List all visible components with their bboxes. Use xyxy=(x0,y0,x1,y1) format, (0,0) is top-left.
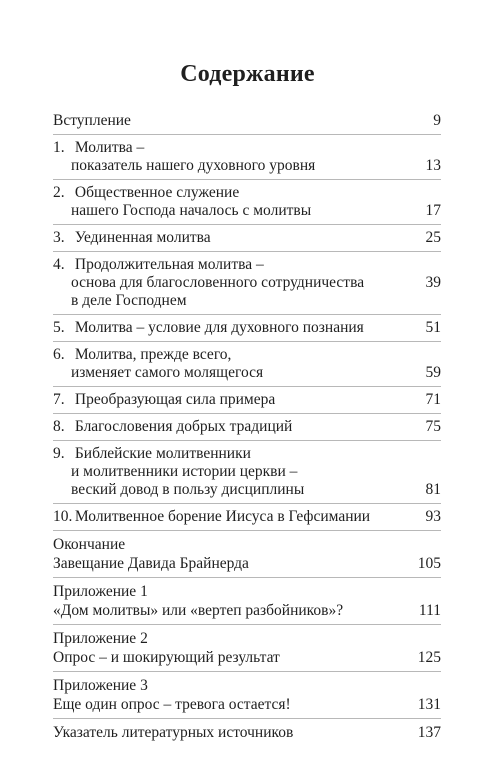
toc-divider xyxy=(53,624,441,625)
toc-entry-label: Вступление xyxy=(53,112,131,129)
table-of-contents xyxy=(53,111,441,746)
toc-divider xyxy=(53,251,441,252)
toc-divider xyxy=(53,134,441,135)
toc-entry-line: Молитва, прежде всего, xyxy=(74,346,232,363)
toc-entry-line: веский довод в пользу дисциплины xyxy=(71,481,305,498)
toc-divider xyxy=(53,530,441,531)
toc-page-number: 59 xyxy=(425,364,441,381)
toc-entry-appendix-2 xyxy=(53,629,441,667)
toc-entry-line: и молитвенники истории церкви – xyxy=(71,463,298,480)
toc-entry-line: Приложение 2 xyxy=(53,630,148,647)
toc-entry-appendix-3 xyxy=(53,676,441,714)
toc-page-number: 39 xyxy=(425,274,441,291)
toc-entry-ending xyxy=(53,535,441,573)
toc-entry-line: нашего Господа началось с молитвы xyxy=(71,202,312,219)
toc-divider xyxy=(53,224,441,225)
page-title: Содержание xyxy=(180,61,315,87)
toc-entry-number: 9. xyxy=(53,445,65,462)
toc-page-number: 131 xyxy=(417,696,441,713)
toc-entry-number: 3. xyxy=(53,229,65,246)
toc-entry-9 xyxy=(53,445,441,499)
toc-entry-line: Приложение 3 xyxy=(53,677,148,694)
toc-entry-4 xyxy=(53,256,441,310)
toc-page-number: 111 xyxy=(418,602,441,619)
toc-entry-2 xyxy=(53,184,441,220)
toc-divider xyxy=(53,671,441,672)
toc-entry-line: Уединенная молитва xyxy=(74,229,211,246)
toc-entry-introduction xyxy=(53,111,441,130)
toc-entry-10 xyxy=(53,508,441,526)
toc-entry-line: Молитвенное борение Иисуса в Гефсимании xyxy=(74,508,371,525)
toc-page-number: 9 xyxy=(433,112,441,129)
toc-entry-appendix-1 xyxy=(53,582,441,620)
toc-entry-number: 2. xyxy=(53,184,65,201)
toc-entry-6 xyxy=(53,346,441,382)
toc-entry-line: показатель нашего духовного уровня xyxy=(71,157,316,174)
toc-page-number: 137 xyxy=(417,724,441,741)
toc-divider xyxy=(53,386,441,387)
toc-page-number: 125 xyxy=(417,649,441,666)
toc-page-number: 25 xyxy=(425,229,441,246)
toc-entry-number: 5. xyxy=(53,319,65,336)
toc-entry-number: 8. xyxy=(53,418,65,435)
toc-entry-8 xyxy=(53,418,441,436)
toc-entry-line: Молитва – условие для духовного познания xyxy=(74,319,364,336)
toc-divider xyxy=(53,179,441,180)
toc-entry-index xyxy=(53,723,441,742)
toc-page-number: 51 xyxy=(425,319,441,336)
toc-entry-line: Благословения добрых традиций xyxy=(74,418,293,435)
toc-page-number: 81 xyxy=(425,481,441,498)
toc-entry-line: основа для благословенного сотрудничества xyxy=(71,274,365,291)
toc-entry-line: изменяет самого молящегося xyxy=(71,364,264,381)
toc-entry-line: Указатель литературных источников xyxy=(53,724,294,741)
toc-entry-line: Библейские молитвенники xyxy=(74,445,251,462)
toc-page-number: 93 xyxy=(425,508,441,525)
toc-entry-number: 7. xyxy=(53,391,65,408)
toc-entry-1 xyxy=(53,139,441,175)
toc-divider xyxy=(53,314,441,315)
toc-entry-line: Опрос – и шокирующий результат xyxy=(53,649,280,666)
toc-page-number: 105 xyxy=(417,555,441,572)
toc-page-number: 13 xyxy=(425,157,441,174)
toc-entry-number: 10. xyxy=(53,508,73,525)
toc-entry-line: Еще один опрос – тревога остается! xyxy=(53,696,291,713)
toc-divider xyxy=(53,503,441,504)
toc-entry-line: Окончание xyxy=(53,536,126,553)
toc-entry-line: в деле Господнем xyxy=(71,292,187,309)
toc-page-number: 75 xyxy=(425,418,441,435)
toc-entry-number: 1. xyxy=(53,139,65,156)
toc-divider xyxy=(53,718,441,719)
toc-entry-line: Молитва – xyxy=(74,139,145,156)
toc-entry-number: 6. xyxy=(53,346,65,363)
toc-entry-line: «Дом молитвы» или «вертеп разбойников»? xyxy=(53,602,344,619)
toc-entry-line: Завещание Давида Брайнерда xyxy=(53,555,249,572)
toc-entry-3 xyxy=(53,229,441,247)
toc-divider xyxy=(53,413,441,414)
toc-divider xyxy=(53,341,441,342)
toc-entry-7 xyxy=(53,391,441,409)
toc-entry-line: Преобразующая сила примера xyxy=(74,391,276,408)
toc-entry-number: 4. xyxy=(53,256,65,273)
toc-entry-line: Приложение 1 xyxy=(53,583,148,600)
toc-divider xyxy=(53,577,441,578)
toc-entry-5 xyxy=(53,319,441,337)
toc-page-number: 71 xyxy=(425,391,441,408)
toc-page-number: 17 xyxy=(425,202,441,219)
toc-entry-line: Продолжительная молитва – xyxy=(74,256,264,273)
toc-divider xyxy=(53,440,441,441)
toc-entry-line: Общественное служение xyxy=(74,184,240,201)
